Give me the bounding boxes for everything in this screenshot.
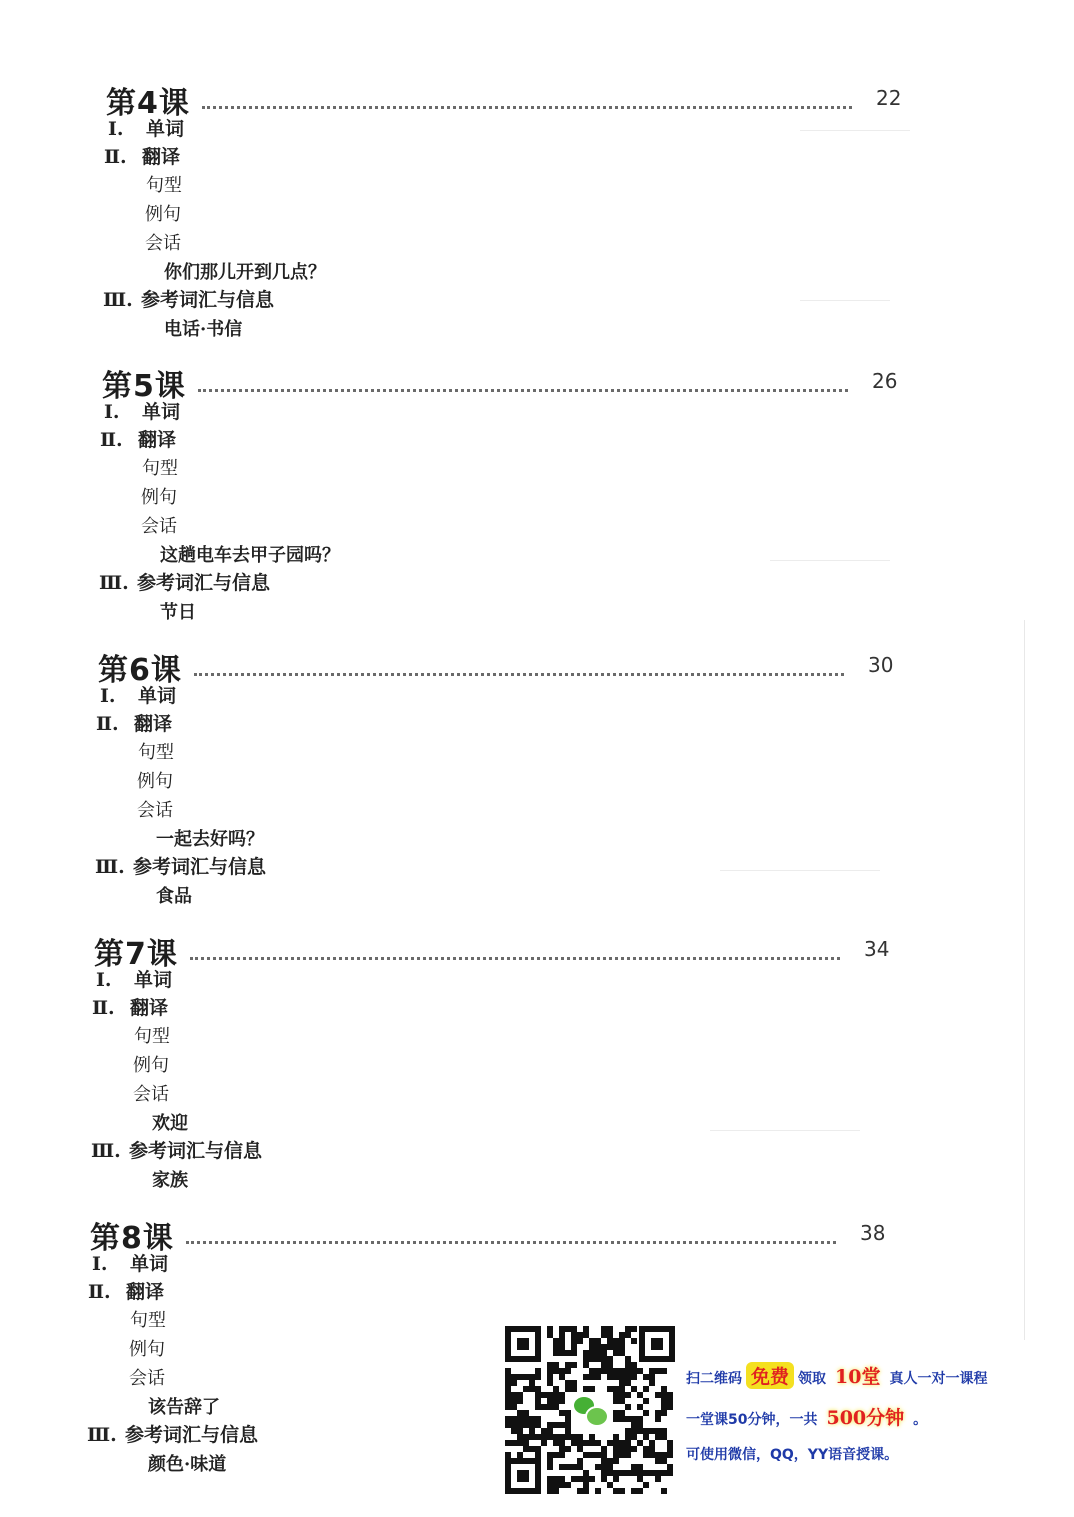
reference-topic: 电话·书信: [164, 319, 243, 340]
wechat-icon: [571, 1392, 609, 1428]
toc-item: Ⅱ. 翻译: [100, 429, 177, 451]
toc-item: Ⅲ. 参考词汇与信息: [99, 572, 271, 594]
toc-subitem: 会话: [141, 516, 177, 537]
qr-finder: [505, 1326, 541, 1362]
free-badge: 免费: [746, 1362, 794, 1389]
toc-item: Ⅲ. 参考词汇与信息: [95, 856, 267, 878]
page-edge-line: [1024, 620, 1025, 1340]
toc-subitem: 句型: [130, 1310, 166, 1331]
toc-subitem: 会话: [145, 233, 181, 254]
page-number: 38: [860, 1221, 886, 1245]
toc-item: Ⅱ. 翻译: [88, 1281, 165, 1303]
toc-subitem: 会话: [137, 800, 173, 821]
dot-leader: [202, 106, 852, 109]
toc-item: Ⅰ. 单词: [104, 401, 181, 423]
qr-code-icon[interactable]: [505, 1326, 675, 1494]
bleed-through-mark: [800, 300, 890, 301]
reference-topic: 食品: [156, 886, 192, 907]
bleed-through-mark: [800, 130, 910, 131]
promo-line-2: 一堂课50分钟，一共 500分钟 。: [686, 1403, 927, 1430]
toc-item: Ⅲ. 参考词汇与信息: [87, 1424, 259, 1446]
toc-subitem: 句型: [142, 458, 178, 479]
total-minutes-badge: 500分钟: [826, 1407, 905, 1429]
toc-subitem: 句型: [134, 1026, 170, 1047]
toc-subitem: 例句: [145, 204, 181, 225]
toc-subitem: 例句: [133, 1055, 169, 1076]
lesson-5: [0, 361, 920, 641]
toc-subitem: 会话: [133, 1084, 169, 1105]
dialogue-title: 一起去好吗？: [156, 829, 264, 850]
qr-finder: [505, 1458, 541, 1494]
toc-item: Ⅱ. 翻译: [104, 146, 181, 168]
toc-subitem: 例句: [137, 771, 173, 792]
promo-line-1: 扫二维码 免费 领取 10堂 真人一对一课程: [686, 1362, 987, 1389]
lesson-4: [0, 78, 920, 358]
toc-item: Ⅰ. 单词: [108, 118, 185, 140]
bleed-through-mark: [770, 560, 890, 561]
dialogue-title: 这趟电车去甲子园吗？: [160, 545, 340, 566]
toc-item: Ⅰ. 单词: [92, 1253, 169, 1275]
bleed-through-mark: [720, 870, 880, 871]
lesson-title: 第8课: [90, 1221, 174, 1256]
lesson-title: 第6课: [98, 653, 182, 688]
lesson-title: 第4课: [106, 86, 190, 121]
toc-subitem: 句型: [146, 175, 182, 196]
page-number: 22: [876, 86, 902, 110]
lesson-count-badge: 10堂: [835, 1366, 881, 1388]
dot-leader: [186, 1241, 836, 1244]
dialogue-title: 欢迎: [152, 1113, 188, 1134]
toc-item: Ⅰ. 单词: [96, 969, 173, 991]
dialogue-title: 该告辞了: [148, 1397, 220, 1418]
toc-subitem: 例句: [129, 1339, 165, 1360]
lesson-title: 第7课: [94, 937, 178, 972]
toc-subitem: 句型: [138, 742, 174, 763]
lesson-7: [0, 929, 920, 1209]
toc-item: Ⅲ. 参考词汇与信息: [103, 289, 275, 311]
reference-topic: 家族: [152, 1170, 188, 1191]
lesson-title: 第5课: [102, 369, 186, 404]
toc-subitem: 例句: [141, 487, 177, 508]
page-number: 26: [872, 369, 898, 393]
page-number: 34: [864, 937, 890, 961]
dialogue-title: 你们那儿开到几点？: [164, 262, 326, 283]
toc-item: Ⅱ. 翻译: [96, 713, 173, 735]
toc-subitem: 会话: [129, 1368, 165, 1389]
promo-line-3: 可使用微信，QQ，YY语音授课。: [686, 1447, 899, 1463]
bleed-through-mark: [710, 1130, 860, 1131]
qr-finder: [639, 1326, 675, 1362]
dot-leader: [190, 957, 840, 960]
page-number: 30: [868, 653, 894, 677]
reference-topic: 节日: [160, 602, 196, 623]
toc-item: Ⅱ. 翻译: [92, 997, 169, 1019]
toc-item: Ⅲ. 参考词汇与信息: [91, 1140, 263, 1162]
dot-leader: [194, 673, 844, 676]
reference-topic: 颜色·味道: [148, 1454, 227, 1475]
lesson-6: [0, 645, 920, 925]
dot-leader: [198, 389, 848, 392]
toc-item: Ⅰ. 单词: [100, 685, 177, 707]
